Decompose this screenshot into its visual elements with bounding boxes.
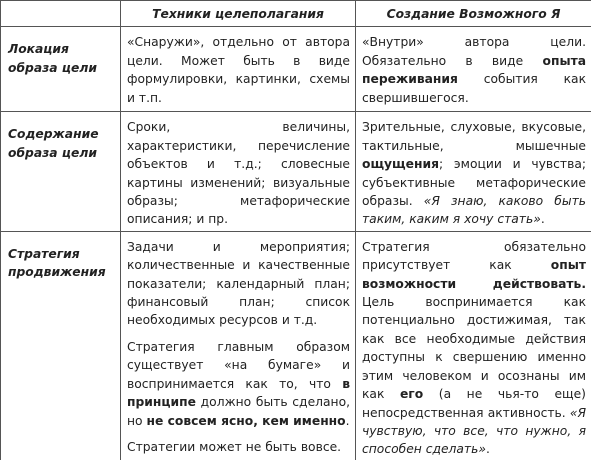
column-header-possible-self: Создание Возможного Я [356, 1, 591, 27]
cell-paragraph: Задачи и мероприятия; количественные и качественные показатели; календарный план; финансовый план; список необходимых ресурсов и т.д. [127, 239, 350, 328]
bold-emphasis: в принципе [127, 376, 350, 410]
row-label-line: Локация [8, 42, 69, 57]
cell-text: (а не чья-то еще) непосредственная активность. [362, 387, 586, 420]
table-row-location [1, 27, 591, 112]
cell-location-goal-setting [121, 27, 356, 112]
cell-text: Зрительные, слуховые, вкусовые, тактильные, мышечные [362, 120, 586, 153]
column-header-goal-setting: Техники целеполагания [121, 1, 356, 27]
table-row-content [1, 112, 591, 231]
row-label-line: Содержание [8, 127, 99, 142]
cell-text: . [345, 413, 350, 428]
row-label-strategy [1, 231, 121, 460]
bold-emphasis: не совсем ясно, кем именно [146, 413, 346, 428]
cell-strategy-goal-setting [121, 231, 356, 460]
cell-text: ; эмоции и чувства; субъективные метафорические образы. [362, 157, 586, 209]
header-corner-cell [1, 1, 121, 27]
bold-emphasis: ощущения [362, 157, 439, 172]
cell-paragraph: Стратегии может не быть вовсе. [127, 439, 342, 454]
italic-quote: «Я знаю, каково быть таким, каким я хочу стать» [362, 194, 587, 227]
cell-text: должно быть сделано, но [127, 395, 350, 428]
table-row-strategy [1, 231, 591, 460]
cell-text: Цель воспринимается как потенциально достижимая, так как все необходимые действия доступны к свершению именно этим человеком и осознаны им как [362, 295, 586, 402]
cell-text: Стратегия обязательно присутствует как [362, 239, 586, 273]
cell-text: . [485, 442, 490, 457]
cell-content-possible-self [356, 112, 591, 231]
cell-text: . [540, 212, 545, 227]
bold-emphasis: опыт возможности действовать. [362, 258, 586, 291]
cell-content-goal-setting [121, 112, 356, 231]
table-header-row [1, 1, 591, 27]
row-label-line: образа цели [8, 145, 97, 160]
cell-text: Сроки, величины, характеристики, перечисление объектов и т.д.; словесные картины изменений; визуальные образы; метафорические описания; и пр. [127, 120, 350, 227]
cell-strategy-possible-self [356, 231, 591, 460]
row-label-location [1, 27, 121, 112]
row-label-line: Стратегия [8, 246, 80, 261]
cell-text: Стратегия главным образом существует «на бумаге» и воспринимается как то, что [127, 339, 350, 391]
row-label-content [1, 112, 121, 231]
bold-emphasis: опыта переживания [362, 53, 586, 87]
cell-text: события как свершившегося. [362, 72, 586, 105]
italic-quote: «Я чувствую, что все, что нужно, я способен сделать» [362, 405, 586, 457]
row-label-line: образа цели [8, 60, 97, 75]
cell-text: «Снаружи», отдельно от автора цели. Может быть в виде формулировки, картинки, схемы и т.п. [127, 35, 350, 105]
row-label-line: продвижения [8, 265, 106, 280]
cell-text: «Внутри» автора цели. Обязательно в виде [362, 35, 586, 68]
cell-location-possible-self [356, 27, 591, 112]
cell-paragraph [127, 338, 350, 430]
bold-emphasis: его [399, 387, 424, 402]
cell-paragraph [362, 238, 586, 459]
